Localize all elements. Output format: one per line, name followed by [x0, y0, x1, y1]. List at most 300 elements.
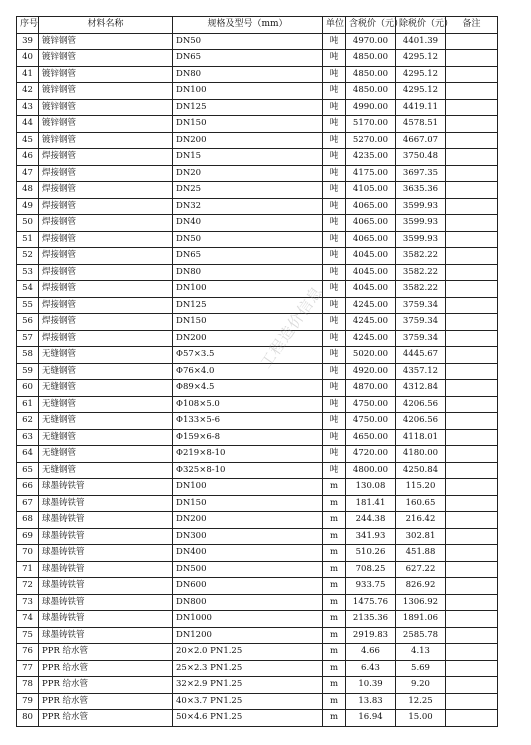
cell-note	[446, 495, 498, 512]
cell-note	[446, 248, 498, 265]
cell-material-name: 镀锌钢管	[39, 99, 173, 116]
cell-net-price: 4295.12	[396, 66, 446, 83]
cell-unit: 吨	[323, 347, 346, 364]
cell-index: 68	[17, 512, 39, 529]
cell-net-price: 1891.06	[396, 611, 446, 628]
cell-spec: 50×4.6 PN1.25	[173, 710, 323, 727]
table-row	[17, 380, 498, 397]
table-row	[17, 446, 498, 463]
cell-index: 44	[17, 116, 39, 133]
table-row	[17, 165, 498, 182]
cell-net-price: 4295.12	[396, 50, 446, 67]
table-row	[17, 545, 498, 562]
cell-unit: 吨	[323, 429, 346, 446]
cell-index: 46	[17, 149, 39, 166]
cell-material-name: 无缝钢管	[39, 429, 173, 446]
cell-material-name: 无缝钢管	[39, 413, 173, 430]
cell-material-name: 焊接钢管	[39, 330, 173, 347]
table-row	[17, 66, 498, 83]
table-row	[17, 116, 498, 133]
table-row	[17, 479, 498, 496]
price-table	[16, 16, 498, 727]
cell-spec: DN1000	[173, 611, 323, 628]
cell-note	[446, 479, 498, 496]
cell-note	[446, 693, 498, 710]
cell-tax-price: 4045.00	[346, 248, 396, 265]
cell-note	[446, 50, 498, 67]
cell-note	[446, 363, 498, 380]
cell-material-name: 球墨铸铁管	[39, 627, 173, 644]
cell-spec: DN65	[173, 248, 323, 265]
price-table-sheet	[16, 16, 498, 727]
cell-unit: 吨	[323, 132, 346, 149]
cell-spec: DN40	[173, 215, 323, 232]
table-row	[17, 314, 498, 331]
cell-material-name: 焊接钢管	[39, 182, 173, 199]
cell-note	[446, 116, 498, 133]
cell-note	[446, 149, 498, 166]
cell-tax-price: 4850.00	[346, 83, 396, 100]
table-row	[17, 33, 498, 50]
cell-unit: 吨	[323, 165, 346, 182]
cell-index: 75	[17, 627, 39, 644]
cell-spec: 20×2.0 PN1.25	[173, 644, 323, 661]
table-row	[17, 330, 498, 347]
cell-unit: m	[323, 611, 346, 628]
cell-tax-price: 4750.00	[346, 396, 396, 413]
cell-material-name: 无缝钢管	[39, 446, 173, 463]
cell-net-price: 5.69	[396, 660, 446, 677]
cell-material-name: 球墨铸铁管	[39, 495, 173, 512]
cell-material-name: 球墨铸铁管	[39, 578, 173, 595]
cell-tax-price: 5170.00	[346, 116, 396, 133]
cell-material-name: 球墨铸铁管	[39, 611, 173, 628]
cell-material-name: 球墨铸铁管	[39, 479, 173, 496]
cell-spec: DN200	[173, 132, 323, 149]
cell-index: 50	[17, 215, 39, 232]
cell-index: 42	[17, 83, 39, 100]
cell-material-name: 镀锌钢管	[39, 116, 173, 133]
cell-note	[446, 677, 498, 694]
cell-net-price: 627.22	[396, 561, 446, 578]
header-unit: 单位	[323, 17, 346, 34]
cell-spec: DN80	[173, 264, 323, 281]
cell-index: 78	[17, 677, 39, 694]
cell-material-name: 镀锌钢管	[39, 66, 173, 83]
cell-spec: DN100	[173, 479, 323, 496]
cell-material-name: PPR 给水管	[39, 693, 173, 710]
cell-tax-price: 5270.00	[346, 132, 396, 149]
cell-spec: DN125	[173, 99, 323, 116]
cell-material-name: 焊接钢管	[39, 281, 173, 298]
cell-unit: m	[323, 512, 346, 529]
cell-spec: DN1200	[173, 627, 323, 644]
cell-material-name: PPR 给水管	[39, 710, 173, 727]
cell-note	[446, 99, 498, 116]
cell-spec: DN20	[173, 165, 323, 182]
cell-tax-price: 4850.00	[346, 50, 396, 67]
cell-net-price: 3582.22	[396, 281, 446, 298]
cell-unit: 吨	[323, 215, 346, 232]
cell-material-name: PPR 给水管	[39, 644, 173, 661]
table-row	[17, 512, 498, 529]
cell-index: 65	[17, 462, 39, 479]
cell-material-name: 焊接钢管	[39, 248, 173, 265]
cell-net-price: 4445.67	[396, 347, 446, 364]
cell-net-price: 4180.00	[396, 446, 446, 463]
cell-unit: m	[323, 627, 346, 644]
table-row	[17, 495, 498, 512]
cell-tax-price: 4.66	[346, 644, 396, 661]
cell-index: 67	[17, 495, 39, 512]
table-header-row	[17, 17, 498, 34]
cell-tax-price: 1475.76	[346, 594, 396, 611]
cell-tax-price: 4065.00	[346, 231, 396, 248]
table-row	[17, 660, 498, 677]
table-row	[17, 248, 498, 265]
cell-note	[446, 198, 498, 215]
table-row	[17, 396, 498, 413]
cell-tax-price: 6.43	[346, 660, 396, 677]
cell-material-name: 镀锌钢管	[39, 83, 173, 100]
cell-unit: m	[323, 594, 346, 611]
cell-note	[446, 429, 498, 446]
cell-unit: 吨	[323, 33, 346, 50]
cell-net-price: 4295.12	[396, 83, 446, 100]
cell-tax-price: 5020.00	[346, 347, 396, 364]
cell-unit: m	[323, 660, 346, 677]
cell-index: 70	[17, 545, 39, 562]
cell-index: 79	[17, 693, 39, 710]
cell-note	[446, 413, 498, 430]
cell-index: 39	[17, 33, 39, 50]
cell-net-price: 4.13	[396, 644, 446, 661]
cell-net-price: 4118.01	[396, 429, 446, 446]
cell-net-price: 4578.51	[396, 116, 446, 133]
cell-spec: DN100	[173, 83, 323, 100]
header-net-price: 除税价（元）	[396, 17, 446, 34]
cell-tax-price: 244.38	[346, 512, 396, 529]
cell-net-price: 4667.07	[396, 132, 446, 149]
cell-net-price: 3582.22	[396, 248, 446, 265]
cell-unit: 吨	[323, 396, 346, 413]
table-row	[17, 132, 498, 149]
cell-unit: 吨	[323, 116, 346, 133]
cell-index: 64	[17, 446, 39, 463]
cell-net-price: 12.25	[396, 693, 446, 710]
cell-net-price: 3759.34	[396, 297, 446, 314]
cell-note	[446, 627, 498, 644]
cell-note	[446, 380, 498, 397]
cell-tax-price: 4970.00	[346, 33, 396, 50]
cell-tax-price: 4045.00	[346, 281, 396, 298]
cell-material-name: 焊接钢管	[39, 264, 173, 281]
cell-index: 57	[17, 330, 39, 347]
cell-note	[446, 512, 498, 529]
cell-unit: 吨	[323, 149, 346, 166]
table-row	[17, 594, 498, 611]
cell-note	[446, 264, 498, 281]
cell-spec: DN65	[173, 50, 323, 67]
cell-net-price: 3750.48	[396, 149, 446, 166]
cell-unit: 吨	[323, 380, 346, 397]
cell-tax-price: 4800.00	[346, 462, 396, 479]
cell-note	[446, 578, 498, 595]
cell-tax-price: 2135.36	[346, 611, 396, 628]
cell-spec: 32×2.9 PN1.25	[173, 677, 323, 694]
cell-material-name: 焊接钢管	[39, 215, 173, 232]
cell-spec: DN32	[173, 198, 323, 215]
cell-net-price: 4206.56	[396, 396, 446, 413]
table-row	[17, 281, 498, 298]
cell-material-name: 焊接钢管	[39, 297, 173, 314]
cell-tax-price: 4920.00	[346, 363, 396, 380]
cell-index: 62	[17, 413, 39, 430]
cell-tax-price: 4720.00	[346, 446, 396, 463]
table-row	[17, 297, 498, 314]
cell-material-name: 焊接钢管	[39, 149, 173, 166]
cell-net-price: 216.42	[396, 512, 446, 529]
cell-spec: DN80	[173, 66, 323, 83]
cell-material-name: 焊接钢管	[39, 165, 173, 182]
cell-tax-price: 4870.00	[346, 380, 396, 397]
cell-material-name: 球墨铸铁管	[39, 545, 173, 562]
cell-index: 58	[17, 347, 39, 364]
cell-material-name: 无缝钢管	[39, 347, 173, 364]
table-row	[17, 528, 498, 545]
cell-spec: Φ89×4.5	[173, 380, 323, 397]
cell-spec: DN100	[173, 281, 323, 298]
cell-spec: Φ76×4.0	[173, 363, 323, 380]
cell-material-name: 焊接钢管	[39, 198, 173, 215]
cell-index: 49	[17, 198, 39, 215]
cell-net-price: 302.81	[396, 528, 446, 545]
cell-material-name: 镀锌钢管	[39, 132, 173, 149]
cell-index: 48	[17, 182, 39, 199]
cell-index: 72	[17, 578, 39, 595]
cell-tax-price: 933.75	[346, 578, 396, 595]
table-body	[17, 33, 498, 726]
cell-net-price: 826.92	[396, 578, 446, 595]
cell-material-name: 球墨铸铁管	[39, 594, 173, 611]
table-row	[17, 677, 498, 694]
cell-tax-price: 2919.83	[346, 627, 396, 644]
cell-unit: 吨	[323, 99, 346, 116]
cell-material-name: PPR 给水管	[39, 660, 173, 677]
cell-material-name: 无缝钢管	[39, 396, 173, 413]
cell-tax-price: 4235.00	[346, 149, 396, 166]
cell-unit: 吨	[323, 248, 346, 265]
table-row	[17, 644, 498, 661]
cell-spec: 25×2.3 PN1.25	[173, 660, 323, 677]
cell-material-name: 球墨铸铁管	[39, 561, 173, 578]
cell-note	[446, 33, 498, 50]
cell-tax-price: 510.26	[346, 545, 396, 562]
cell-unit: m	[323, 561, 346, 578]
cell-unit: 吨	[323, 446, 346, 463]
cell-unit: m	[323, 479, 346, 496]
cell-net-price: 4419.11	[396, 99, 446, 116]
cell-tax-price: 10.39	[346, 677, 396, 694]
cell-spec: DN800	[173, 594, 323, 611]
cell-net-price: 3582.22	[396, 264, 446, 281]
cell-note	[446, 165, 498, 182]
table-row	[17, 182, 498, 199]
cell-unit: 吨	[323, 66, 346, 83]
cell-spec: Φ133×5-6	[173, 413, 323, 430]
cell-net-price: 1306.92	[396, 594, 446, 611]
cell-material-name: PPR 给水管	[39, 677, 173, 694]
cell-unit: 吨	[323, 182, 346, 199]
header-note: 备注	[446, 17, 498, 34]
cell-spec: DN200	[173, 512, 323, 529]
cell-spec: Φ325×8-10	[173, 462, 323, 479]
cell-net-price: 2585.78	[396, 627, 446, 644]
table-row	[17, 561, 498, 578]
cell-tax-price: 4245.00	[346, 330, 396, 347]
cell-index: 52	[17, 248, 39, 265]
cell-material-name: 镀锌钢管	[39, 50, 173, 67]
cell-spec: DN150	[173, 314, 323, 331]
cell-spec: DN500	[173, 561, 323, 578]
table-row	[17, 462, 498, 479]
cell-spec: Φ108×5.0	[173, 396, 323, 413]
cell-tax-price: 4245.00	[346, 297, 396, 314]
cell-net-price: 4401.39	[396, 33, 446, 50]
cell-note	[446, 660, 498, 677]
cell-index: 43	[17, 99, 39, 116]
cell-unit: 吨	[323, 50, 346, 67]
cell-note	[446, 396, 498, 413]
cell-material-name: 无缝钢管	[39, 462, 173, 479]
cell-unit: 吨	[323, 281, 346, 298]
table-row	[17, 50, 498, 67]
cell-spec: DN50	[173, 231, 323, 248]
header-index: 序号	[17, 17, 39, 34]
cell-index: 45	[17, 132, 39, 149]
cell-material-name: 无缝钢管	[39, 363, 173, 380]
cell-index: 69	[17, 528, 39, 545]
cell-unit: m	[323, 495, 346, 512]
cell-spec: DN150	[173, 116, 323, 133]
cell-spec: DN400	[173, 545, 323, 562]
cell-unit: m	[323, 528, 346, 545]
cell-spec: DN25	[173, 182, 323, 199]
cell-tax-price: 13.83	[346, 693, 396, 710]
cell-net-price: 3697.35	[396, 165, 446, 182]
cell-index: 80	[17, 710, 39, 727]
table-row	[17, 363, 498, 380]
cell-note	[446, 281, 498, 298]
cell-material-name: 焊接钢管	[39, 314, 173, 331]
cell-net-price: 4357.12	[396, 363, 446, 380]
cell-unit: 吨	[323, 264, 346, 281]
cell-net-price: 451.88	[396, 545, 446, 562]
cell-index: 76	[17, 644, 39, 661]
cell-note	[446, 297, 498, 314]
cell-tax-price: 4750.00	[346, 413, 396, 430]
cell-note	[446, 644, 498, 661]
cell-index: 73	[17, 594, 39, 611]
cell-unit: 吨	[323, 297, 346, 314]
cell-unit: 吨	[323, 330, 346, 347]
cell-spec: DN600	[173, 578, 323, 595]
cell-tax-price: 4045.00	[346, 264, 396, 281]
cell-net-price: 4312.84	[396, 380, 446, 397]
cell-unit: m	[323, 578, 346, 595]
cell-net-price: 160.65	[396, 495, 446, 512]
cell-index: 59	[17, 363, 39, 380]
cell-tax-price: 4175.00	[346, 165, 396, 182]
cell-net-price: 3759.34	[396, 314, 446, 331]
cell-tax-price: 4245.00	[346, 314, 396, 331]
cell-note	[446, 545, 498, 562]
cell-index: 54	[17, 281, 39, 298]
table-row	[17, 611, 498, 628]
table-row	[17, 347, 498, 364]
cell-index: 51	[17, 231, 39, 248]
cell-note	[446, 561, 498, 578]
cell-index: 71	[17, 561, 39, 578]
cell-material-name: 球墨铸铁管	[39, 512, 173, 529]
cell-spec: Φ219×8-10	[173, 446, 323, 463]
cell-note	[446, 611, 498, 628]
cell-note	[446, 446, 498, 463]
header-tax-price: 含税价（元）	[346, 17, 396, 34]
cell-unit: 吨	[323, 462, 346, 479]
cell-tax-price: 708.25	[346, 561, 396, 578]
cell-tax-price: 130.08	[346, 479, 396, 496]
cell-index: 66	[17, 479, 39, 496]
cell-note	[446, 182, 498, 199]
cell-note	[446, 132, 498, 149]
table-row	[17, 429, 498, 446]
cell-unit: 吨	[323, 413, 346, 430]
cell-index: 74	[17, 611, 39, 628]
cell-note	[446, 710, 498, 727]
cell-spec: DN200	[173, 330, 323, 347]
cell-tax-price: 181.41	[346, 495, 396, 512]
cell-unit: m	[323, 545, 346, 562]
cell-spec: DN300	[173, 528, 323, 545]
cell-unit: m	[323, 693, 346, 710]
cell-note	[446, 314, 498, 331]
cell-tax-price: 16.94	[346, 710, 396, 727]
cell-note	[446, 347, 498, 364]
cell-material-name: 球墨铸铁管	[39, 528, 173, 545]
table-row	[17, 198, 498, 215]
cell-tax-price: 4850.00	[346, 66, 396, 83]
cell-tax-price: 4065.00	[346, 215, 396, 232]
cell-index: 47	[17, 165, 39, 182]
cell-tax-price: 4065.00	[346, 198, 396, 215]
table-row	[17, 578, 498, 595]
cell-note	[446, 66, 498, 83]
cell-index: 63	[17, 429, 39, 446]
cell-note	[446, 215, 498, 232]
cell-net-price: 3599.93	[396, 215, 446, 232]
cell-spec: Φ159×6-8	[173, 429, 323, 446]
cell-net-price: 9.20	[396, 677, 446, 694]
table-row	[17, 231, 498, 248]
cell-unit: 吨	[323, 198, 346, 215]
watermark: 工程造价信息	[256, 282, 327, 372]
cell-note	[446, 83, 498, 100]
cell-net-price: 15.00	[396, 710, 446, 727]
table-row	[17, 149, 498, 166]
table-row	[17, 693, 498, 710]
cell-unit: 吨	[323, 231, 346, 248]
